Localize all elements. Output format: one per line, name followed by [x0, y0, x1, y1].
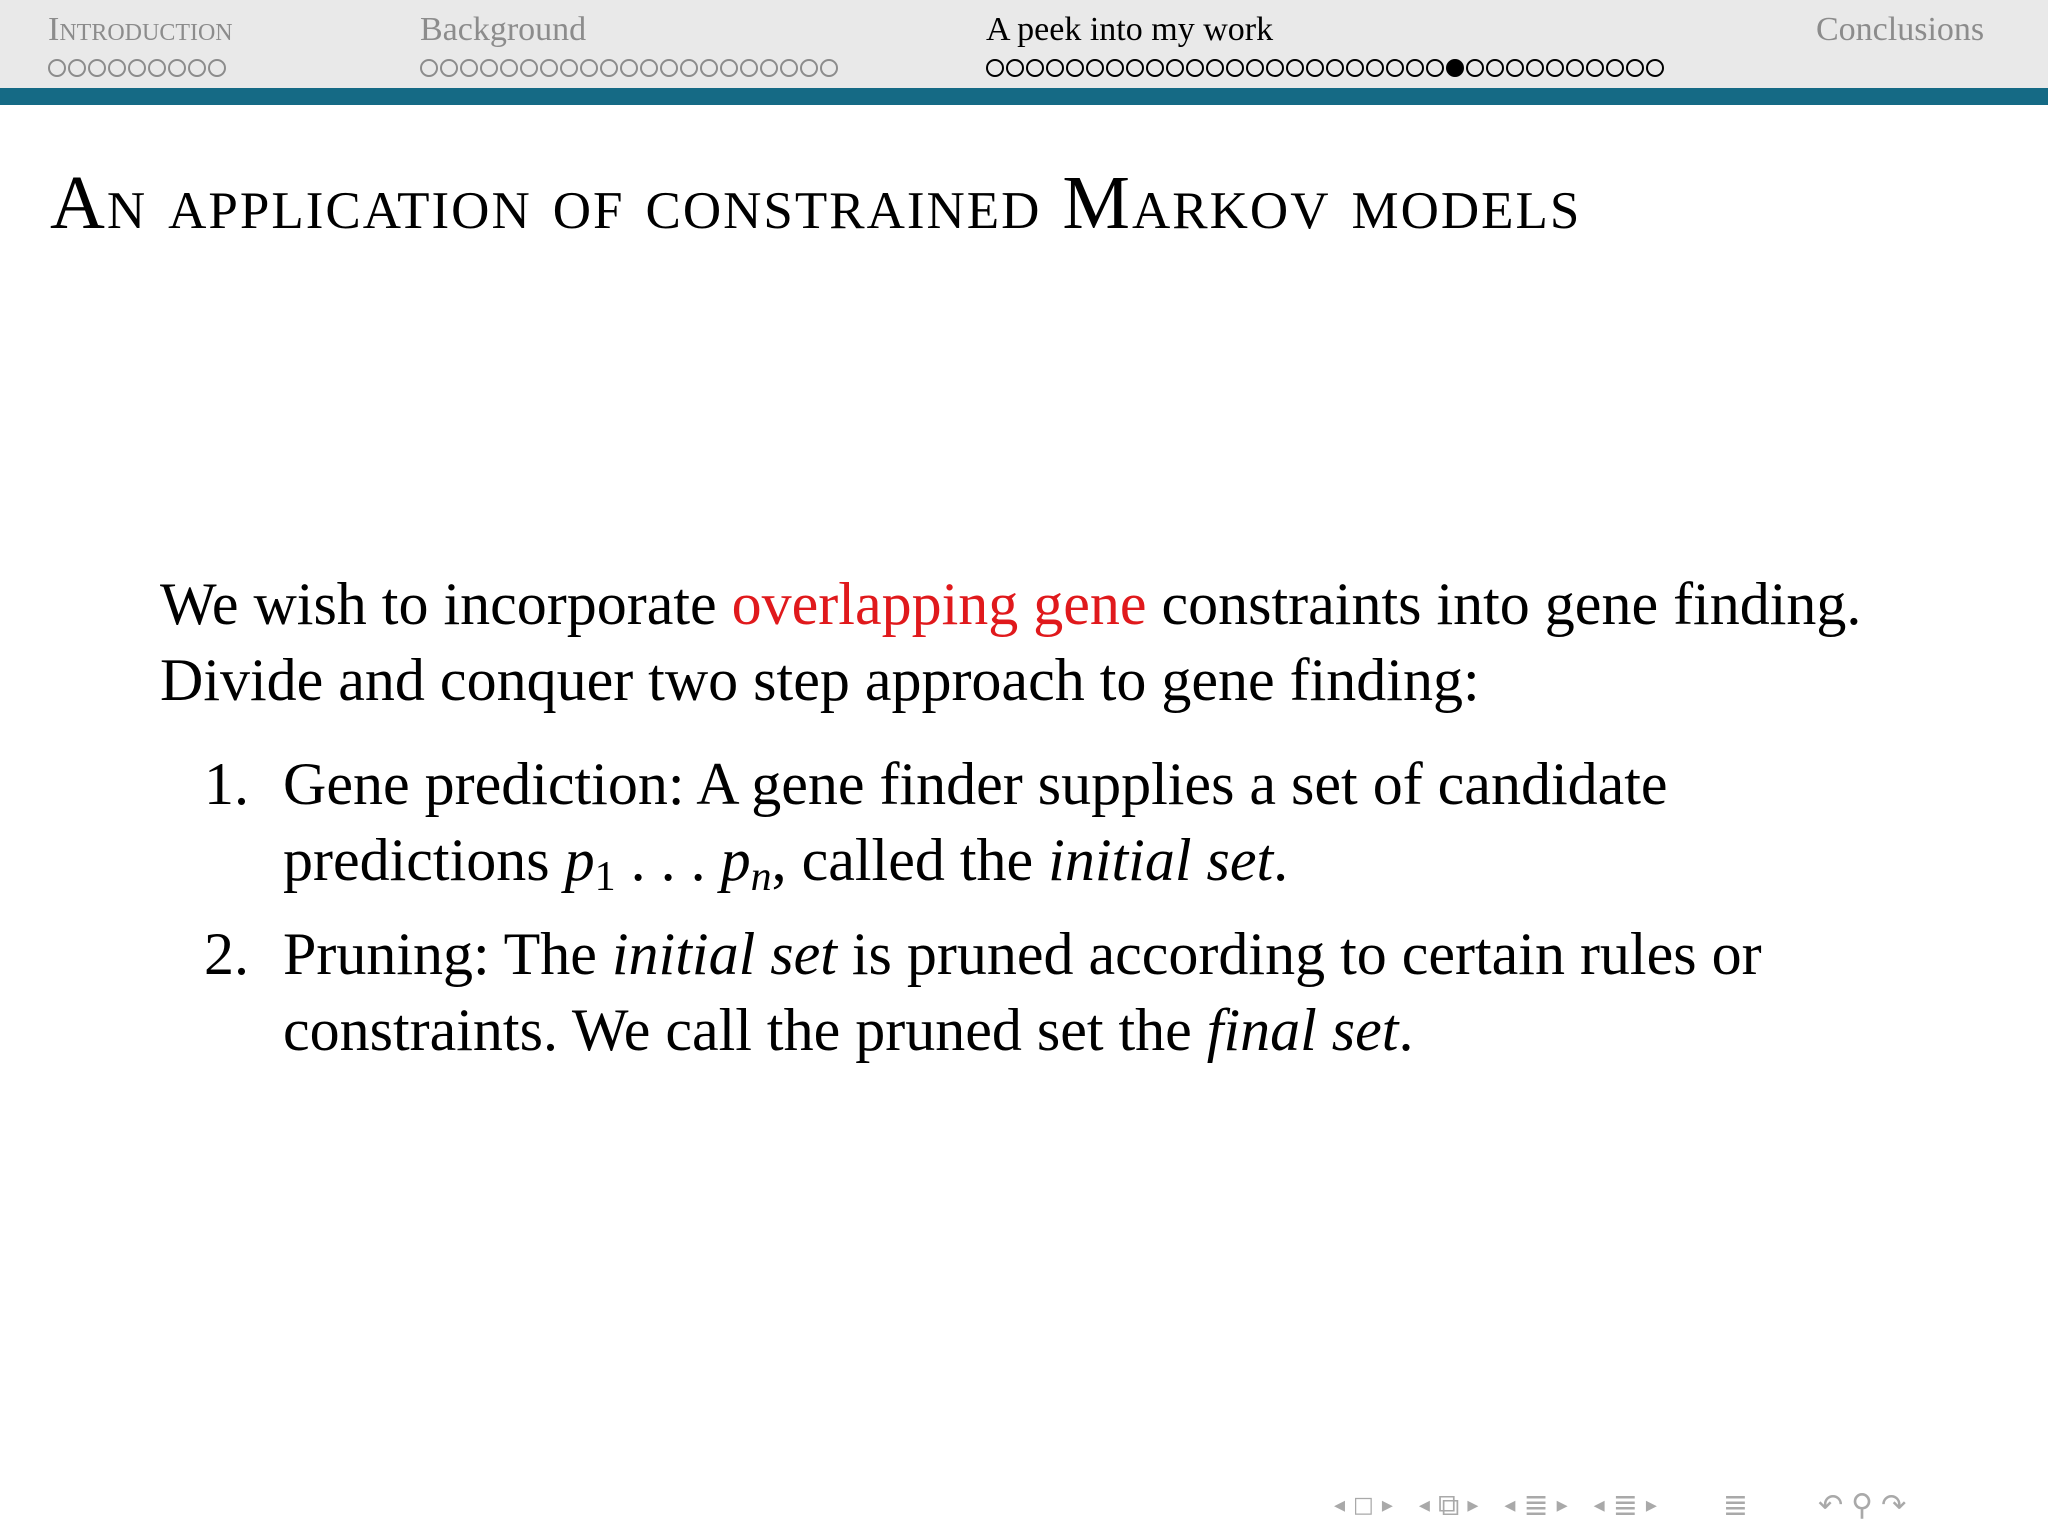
search-icon[interactable]: ⚲	[1851, 1488, 1874, 1523]
emphasis-initial-set: initial set	[1048, 827, 1274, 893]
math-var: p	[720, 827, 751, 893]
frame-dots	[1816, 58, 1984, 78]
subsection-icon[interactable]: ≣	[1523, 1488, 1549, 1523]
frame-dot[interactable]	[440, 59, 458, 77]
frame-dot[interactable]	[640, 59, 658, 77]
right-arrow-icon[interactable]: ▸	[1556, 1493, 1568, 1518]
frame-dot[interactable]	[1526, 59, 1544, 77]
frame-dot[interactable]	[1226, 59, 1244, 77]
frame-dot[interactable]	[168, 59, 186, 77]
step-text: .	[1398, 997, 1414, 1063]
frame-dot[interactable]	[1566, 59, 1584, 77]
frame-dot[interactable]	[580, 59, 598, 77]
frame-dot[interactable]	[600, 59, 618, 77]
frame-dot[interactable]	[1546, 59, 1564, 77]
frame-dot[interactable]	[800, 59, 818, 77]
frame-dot[interactable]	[1466, 59, 1484, 77]
frame-dot[interactable]	[460, 59, 478, 77]
frame-dot[interactable]	[560, 59, 578, 77]
frame-dot[interactable]	[1046, 59, 1064, 77]
math-expression	[564, 827, 772, 900]
nav-section-title[interactable]: Background	[420, 11, 587, 48]
appendix-icon[interactable]	[1719, 1486, 1752, 1526]
frame-dot[interactable]	[1626, 59, 1644, 77]
math-var: p	[564, 827, 595, 893]
frame-dot[interactable]	[1306, 59, 1324, 77]
section-icon[interactable]: ≣	[1612, 1488, 1638, 1523]
math-ellipsis: . . .	[615, 827, 721, 893]
frame-dot[interactable]	[520, 59, 538, 77]
frame-dots	[986, 58, 1666, 78]
frame-dot[interactable]	[1266, 59, 1284, 77]
frame-dot[interactable]	[48, 59, 66, 77]
frame-dot[interactable]	[740, 59, 758, 77]
frame-dot[interactable]	[1286, 59, 1304, 77]
math-subscript: n	[750, 854, 772, 900]
frame-title: An application of constrained Markov models	[50, 161, 1582, 245]
steps-list	[160, 746, 1900, 1068]
step-text: .	[1273, 827, 1289, 893]
frame-dot[interactable]	[1106, 59, 1124, 77]
step-text: Pruning: The	[283, 921, 612, 987]
frame-dots	[420, 58, 840, 78]
frame-dot[interactable]	[420, 59, 438, 77]
frame-dot[interactable]	[540, 59, 558, 77]
list-item-number: 1.	[204, 751, 249, 817]
frame-dot[interactable]	[128, 59, 146, 77]
current-frame-dot[interactable]	[1446, 59, 1464, 77]
frame-dot[interactable]	[680, 59, 698, 77]
frame-dot[interactable]	[720, 59, 738, 77]
section-nav-icon[interactable]	[1590, 1486, 1661, 1526]
frame-dot[interactable]	[68, 59, 86, 77]
intro-text-end: constraints into gene finding.	[1146, 571, 1862, 637]
nav-section-peek-into-work[interactable]	[986, 8, 1666, 78]
emphasis-initial-set: initial set	[611, 921, 837, 987]
frame-dot[interactable]	[1166, 59, 1184, 77]
slide-body	[160, 566, 1900, 1086]
frame-dot[interactable]	[620, 59, 638, 77]
frame-dot[interactable]	[500, 59, 518, 77]
frame-dot[interactable]	[1386, 59, 1404, 77]
frame-dot[interactable]	[986, 59, 1004, 77]
right-arrow-icon[interactable]: ▸	[1467, 1493, 1479, 1518]
frame-icon[interactable]: ⧉	[1437, 1488, 1460, 1523]
beamer-navigation-controls	[1330, 1486, 1928, 1526]
intro-paragraph	[160, 566, 1900, 642]
right-arrow-icon[interactable]: ▸	[1645, 1493, 1657, 1518]
left-arrow-icon[interactable]: ◂	[1593, 1493, 1605, 1518]
frame-dots	[48, 58, 233, 78]
back-icon[interactable]: ↶	[1818, 1488, 1844, 1523]
step-text: Gene prediction: A gene finder supplies a set of candidate predictions	[283, 751, 1668, 893]
slide-icon[interactable]: □	[1353, 1493, 1374, 1518]
frame-dot[interactable]	[1406, 59, 1424, 77]
frame-dot[interactable]	[1126, 59, 1144, 77]
step-text: , called the	[771, 827, 1049, 893]
intro-text: We wish to incorporate	[160, 571, 732, 637]
frame-dot[interactable]	[1206, 59, 1224, 77]
list-item	[160, 746, 1900, 898]
frame-dot[interactable]	[1606, 59, 1624, 77]
left-arrow-icon[interactable]: ◂	[1334, 1493, 1346, 1518]
slide-nav-icon[interactable]	[1330, 1486, 1397, 1526]
step-text: is pruned according to certain rules or constraints. We call the pruned set the	[283, 921, 1762, 1063]
section-navigation-bar	[0, 0, 2048, 88]
frame-dot[interactable]	[88, 59, 106, 77]
header-accent-rule	[0, 88, 2048, 105]
frame-dot[interactable]	[1346, 59, 1364, 77]
frame-dot[interactable]	[1086, 59, 1104, 77]
frame-dot[interactable]	[208, 59, 226, 77]
frame-dot[interactable]	[1026, 59, 1044, 77]
search-controls	[1814, 1486, 1910, 1526]
appendix-icon[interactable]: ≣	[1722, 1488, 1749, 1523]
frame-dot[interactable]	[700, 59, 718, 77]
frame-dot[interactable]	[1586, 59, 1604, 77]
subsection-nav-icon[interactable]	[1500, 1486, 1571, 1526]
frame-dot[interactable]	[148, 59, 166, 77]
frame-dot[interactable]	[760, 59, 778, 77]
frame-dot[interactable]	[820, 59, 838, 77]
frame-dot[interactable]	[1506, 59, 1524, 77]
frame-dot[interactable]	[780, 59, 798, 77]
frame-dot[interactable]	[1066, 59, 1084, 77]
frame-dot[interactable]	[1326, 59, 1344, 77]
frame-dot[interactable]	[1006, 59, 1024, 77]
math-subscript: 1	[594, 854, 616, 900]
frame-nav-icon[interactable]	[1415, 1486, 1483, 1526]
emphasis-final-set: final set	[1206, 997, 1399, 1063]
frame-dot[interactable]	[660, 59, 678, 77]
frame-dot[interactable]	[1486, 59, 1504, 77]
nav-section-title[interactable]: Conclusions	[1816, 11, 1985, 48]
frame-dot[interactable]	[1366, 59, 1384, 77]
list-item	[160, 916, 1900, 1068]
right-arrow-icon[interactable]: ▸	[1381, 1493, 1393, 1518]
frame-dot[interactable]	[1426, 59, 1444, 77]
frame-dot[interactable]	[1186, 59, 1204, 77]
nav-section-introduction[interactable]	[48, 8, 233, 78]
nav-section-title[interactable]: Introduction	[48, 11, 233, 48]
frame-dot[interactable]	[1146, 59, 1164, 77]
nav-section-conclusions[interactable]	[1816, 8, 1984, 78]
left-arrow-icon[interactable]: ◂	[1504, 1493, 1516, 1518]
intro-highlight: overlapping gene	[731, 571, 1147, 637]
frame-dot[interactable]	[1646, 59, 1664, 77]
frame-dot[interactable]	[188, 59, 206, 77]
frame-dot[interactable]	[1246, 59, 1264, 77]
forward-icon[interactable]: ↷	[1881, 1488, 1907, 1523]
nav-section-background[interactable]	[420, 8, 840, 78]
left-arrow-icon[interactable]: ◂	[1418, 1493, 1430, 1518]
frame-dot[interactable]	[480, 59, 498, 77]
list-item-number: 2.	[204, 921, 249, 987]
approach-line: Divide and conquer two step approach to gene finding:	[160, 647, 1480, 713]
frame-dot[interactable]	[108, 59, 126, 77]
nav-section-title[interactable]: A peek into my work	[986, 11, 1274, 48]
